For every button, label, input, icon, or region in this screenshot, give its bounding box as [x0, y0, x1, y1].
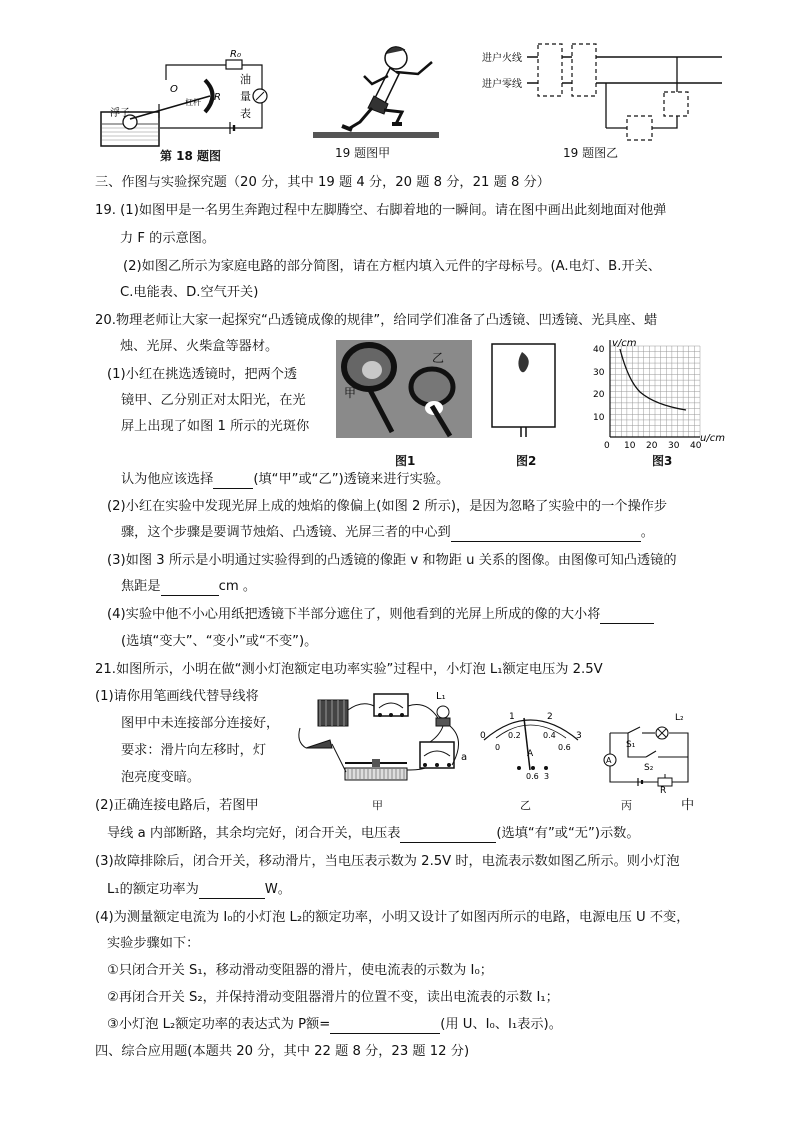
q20-2-line2-pre: 骤，这个步骤是要调节烛焰、凸透镜、光屏三者的中心到 [121, 525, 451, 540]
q20-line2: 烛、光屏、火柴盒等器材。 [120, 339, 279, 354]
q21-4-line2: 实验步骤如下： [107, 936, 200, 951]
q21-2-line1: (2)正确连接电路后，若图甲 [95, 798, 259, 813]
graph-xlabel: u/cm [700, 433, 725, 444]
q20-1-line4-pre: 认为他应该选择 [121, 472, 214, 487]
q21-3-line2 [107, 881, 291, 899]
lever-label: 杠杆 [185, 98, 201, 107]
q20-3-line2-post: cm 。 [218, 579, 257, 594]
figure-20-caption-2: 图2 [516, 454, 537, 468]
dial-bottom-0: 0 [495, 743, 501, 752]
dial-bottom-0.2: 0.2 [508, 731, 521, 740]
q20-1-line1: (1)小红在挑选透镜时，把两个透 [107, 367, 298, 382]
fuel-meter-char-3: 表 [240, 107, 251, 120]
q21-heading: 21.如图所示，小明在做“测小灯泡额定电功率实验”过程中，小灯泡 L₁额定电压为 2.5V [95, 662, 603, 677]
q21-2-line2-post: (选填“有”或“无”)示数。 [496, 826, 640, 841]
wire-a-label: a [461, 752, 468, 763]
dial-top-2: 2 [547, 712, 553, 722]
q21-4-line1: (4)为测量额定电流为 I₀的小灯泡 L₂的额定功率，小明又设计了如图丙所示的电路，电源电压 U 不变， [95, 910, 690, 925]
fuel-meter-char-2: 量 [240, 90, 251, 103]
figure-21-caption-jia: 甲 [372, 799, 383, 812]
fuel-meter-char-1: 油 [240, 73, 251, 86]
q20-1-line3: 屏上出现了如图 1 所示的光斑你 [121, 419, 310, 434]
section-3-heading: 三、作图与实验探究题（20 分，其中 19 题 4 分，20 题 8 分，21 题 8 分） [95, 175, 550, 190]
terminal-3: 3 [544, 772, 550, 781]
q20-3-line1: (3)如图 3 所示是小明通过实验得到的凸透镜的像距 v 和物距 u 关系的图像。由图像可知凸透镜的 [107, 553, 677, 568]
q20-2-line1: (2)小红在实验中发现光屏上成的烛焰的像偏上(如图 2 所示)，是因为忽略了实验中的一个操作步 [107, 499, 668, 514]
neutral-wire-label: 进户零线 [482, 79, 522, 90]
graph-xtick-20: 20 [646, 441, 658, 451]
q21-3-line1: (3)故障排除后，闭合开关，移动滑片，当电压表示数为 2.5V 时，电流表示数如图乙所示。则小灯泡 [95, 854, 680, 869]
graph-ytick-10: 10 [593, 413, 605, 423]
graph-ylabel: v/cm [612, 338, 637, 349]
figure-21-caption-yi: 乙 [520, 799, 531, 812]
dial-top-0: 0 [480, 731, 486, 741]
dial-top-1: 1 [509, 712, 515, 722]
q21-1-line3: 要求：滑片向左移时，灯 [121, 743, 267, 758]
r0-label: R₀ [230, 49, 241, 60]
q21-2-line2 [107, 825, 640, 843]
q21-step-1: ①只闭合开关 S₁，移动滑动变阻器的滑片，使电流表的示数为 I₀； [107, 963, 493, 978]
dial-bottom-0.4: 0.4 [543, 731, 556, 740]
q21-2-line1-tail: 中 [681, 798, 695, 813]
q20-2-line2-post: 。 [640, 525, 654, 540]
q21-step-3 [107, 1016, 562, 1034]
q21-step-2: ②再闭合开关 S₂，并保持滑动变阻器滑片的位置不变，读出电流表的示数 I₁； [107, 990, 559, 1005]
l1-label: L₁ [436, 691, 446, 702]
figure-20-caption-1: 图1 [395, 454, 416, 468]
float-label: 浮子 [110, 108, 130, 119]
q21-3-line2-post: W。 [264, 882, 291, 897]
q21-2-line2-pre: 导线 a 内部断路，其余均完好，闭合开关，电压表 [107, 826, 401, 841]
graph-ytick-40: 40 [593, 345, 605, 355]
graph-ytick-20: 20 [593, 390, 605, 400]
section-4-heading: 四、综合应用题(本题共 20 分，其中 22 题 8 分，23 题 12 分) [95, 1044, 470, 1059]
q21-1-line4: 泡亮度变暗。 [121, 770, 201, 785]
dial-top-3: 3 [576, 731, 582, 741]
lens-jia-label: 甲 [344, 386, 357, 400]
q19-1-line2: 力 F 的示意图。 [120, 231, 216, 246]
l2-label: L₂ [675, 713, 684, 723]
q19-2-line2: C.电能表、D.空气开关) [120, 285, 259, 300]
q21-3-answer-blank[interactable] [199, 884, 265, 899]
graph-xtick-40: 40 [690, 441, 702, 451]
q21-1-line1: (1)请你用笔画线代替导线将 [95, 689, 259, 704]
q21-2-answer-blank[interactable] [400, 828, 496, 843]
lens-yi-label: 乙 [432, 351, 445, 365]
graph-ytick-30: 30 [593, 368, 605, 378]
figure-20-caption-3: 图3 [652, 454, 673, 468]
s1-label: S₁ [626, 740, 636, 750]
figure-18-caption: 第 18 题图 [160, 149, 222, 163]
figure-19a-caption: 19 题图甲 [335, 146, 391, 160]
q20-4-line2: (选填“变大”、“变小”或“不变”)。 [121, 634, 318, 649]
q21-step-3-pre: ③小灯泡 L₂额定功率的表达式为 P额= [107, 1017, 331, 1032]
q19-1-line1: 19. (1)如图甲是一名男生奔跑过程中左脚腾空、右脚着地的一瞬间。请在图中画出此刻地面对他弹 [95, 203, 667, 218]
pivot-label: O [170, 84, 178, 95]
live-wire-label: 进户火线 [482, 53, 522, 64]
terminal-0.6: 0.6 [526, 772, 539, 781]
q21-step-3-post: (用 U、I₀、I₁表示)。 [440, 1017, 562, 1032]
q20-3-line2-pre: 焦距是 [121, 579, 161, 594]
q20-line1: 20.物理老师让大家一起探究“凸透镜成像的规律”，给同学们准备了凸透镜、凹透镜、光具座、蜡 [95, 313, 658, 328]
q21-3-line2-pre: L₁的额定功率为 [107, 882, 199, 897]
ammeter-symbol-label: A [606, 756, 612, 765]
q19-2-line1: (2)如图乙所示为家庭电路的部分简图，请在方框内填入元件的字母标号。(A.电灯、B.开关、 [123, 259, 661, 274]
figure-21-caption-bing: 丙 [621, 799, 632, 812]
q21-1-line2: 图甲中未连接部分连接好， [121, 716, 280, 731]
dial-bottom-0.6: 0.6 [558, 743, 571, 752]
r-label-bing: R [660, 786, 667, 796]
q20-4-line1-text: (4)实验中他不小心用纸把透镜下半部分遮住了，则他看到的光屏上所成的像的大小将 [107, 607, 601, 622]
graph-xtick-0: 0 [604, 441, 610, 451]
graph-xtick-30: 30 [668, 441, 680, 451]
s2-label: S₂ [644, 763, 654, 773]
q20-1-line4-post: (填“甲”或“乙”)透镜来进行实验。 [253, 472, 450, 487]
dial-unit: A [527, 749, 534, 759]
q21-4-answer-blank[interactable] [330, 1019, 440, 1034]
q20-1-line2: 镜甲、乙分别正对太阳光，在光 [121, 393, 306, 408]
figure-19b-caption: 19 题图乙 [563, 146, 619, 160]
r-label: R [214, 92, 221, 103]
graph-xtick-10: 10 [624, 441, 636, 451]
